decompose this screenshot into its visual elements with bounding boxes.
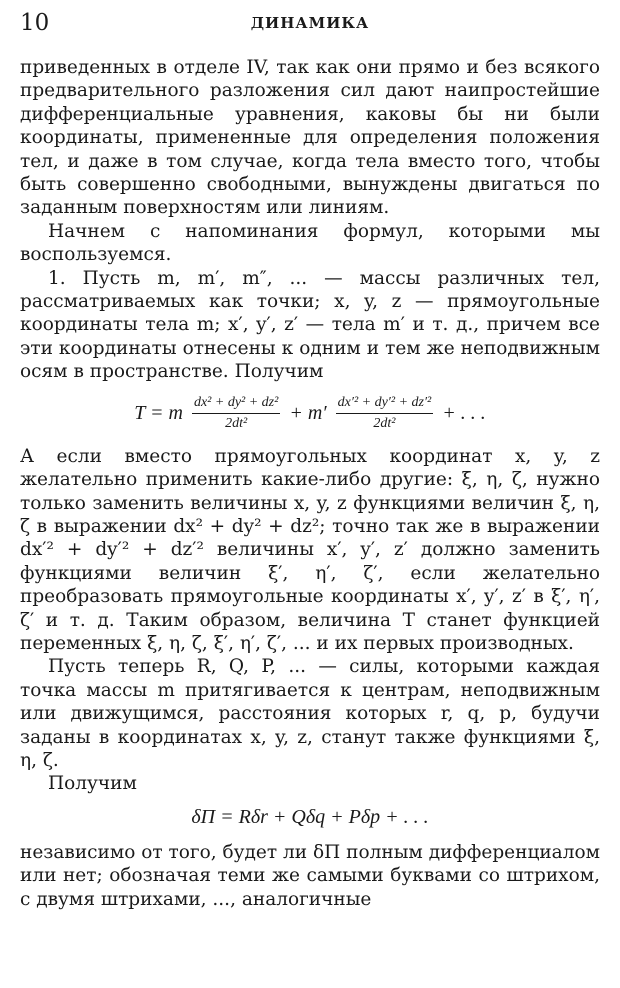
formula-tail: + . . . [442, 402, 486, 425]
page-header [20, 10, 600, 40]
paragraph-forces: Пусть теперь R, Q, P, ... — силы, которыми каждая точка массы m притягивается к центрам, неподвижным или движущимся, расстояния которых r, q, p, будучи заданы в координатах x, y, z, станут также функциями ξ, η, ζ. [20, 656, 600, 771]
paragraph-continuation: приведенных в отделе IV, так как они прямо и без всякого предварительного разложения сил дают наипростейшие дифференциальные уравнения, каковы бы ни были координаты, примененные для определения положения тел, и даже в том случае, когда тела вместо того, чтобы быть совершенно свободными, вынуждены двигаться по заданным поверхностям или линиям. [20, 57, 600, 219]
fraction-2 [336, 396, 434, 431]
page-body [20, 56, 600, 911]
paragraph-coordinates: А если вместо прямоугольных координат x, y, z желательно применить какие-либо другие: ξ, η, ζ, нужно только заменить величины x, y, z функциями величин ξ, η, ζ в выражении dx² + dy² + dz²; точно так же в выражении dx′² + dy′² + dz′² величины x′, y′, z′ должно заменить функциями величин ξ′, η′, ζ′, если желательно преобразовать прямоугольные координаты x′, y′, z′ в ξ′, η′, ζ′ и т. д. Таким образом, величина T станет функцией переменных ξ, η, ζ, ξ′, η′, ζ′, ... и их первых производных. [20, 445, 600, 654]
kinetic-energy-formula [20, 396, 600, 431]
paragraph-differential: независимо от того, будет ли δΠ полным дифференциалом или нет; обозначая теми же самыми буквами со штрихом, с двумя штрихами, ..., аналогичные [20, 841, 600, 910]
fraction-2-denominator: 2dt² [373, 415, 396, 431]
paragraph-obtain: Получим [48, 773, 137, 795]
formula-middle: + m′ [289, 402, 327, 425]
fraction-1 [192, 396, 280, 431]
fraction-2-numerator: dx′² + dy′² + dz′² [336, 396, 434, 414]
formula-lhs: T = m [134, 402, 183, 425]
fraction-1-numerator: dx² + dy² + dz² [192, 396, 280, 414]
running-head: ДИНАМИКА [250, 14, 370, 32]
page-number: 10 [20, 10, 50, 36]
paragraph-section-1: 1. Пусть m, m′, m″, ... — массы различных тел, рассматриваемых как точки; x, y, z — прямоугольные координаты тела m; x′, y′, z′ — тела m′ и т. д., причем все эти координаты отнесены к одним и тем же неподвижным осям в пространстве. Получим [20, 267, 600, 383]
paragraph-intro: Начнем с напоминания формул, которыми мы воспользуемся. [20, 220, 600, 266]
virtual-work-formula: δΠ = Rδr + Qδq + Pδp + . . . [191, 805, 429, 828]
fraction-1-denominator: 2dt² [225, 415, 248, 431]
